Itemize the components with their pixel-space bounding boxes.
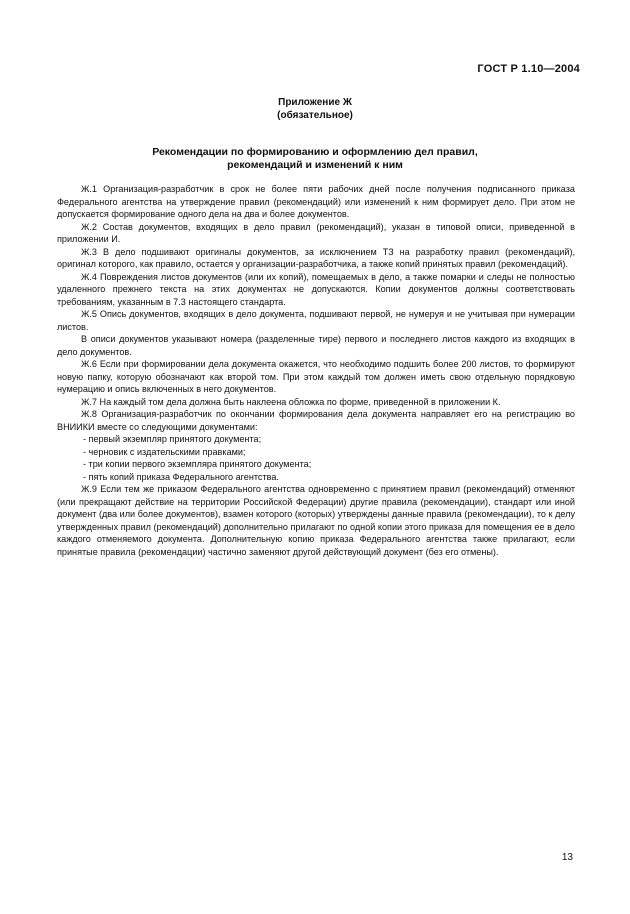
annex-status: (обязательное) bbox=[277, 110, 353, 121]
paragraph-zh2: Ж.2 Состав документов, входящих в дело правил (рекомендаций), указан в типовой описи, приведенной в приложении И. bbox=[57, 221, 575, 244]
section-title-line-1: Рекомендации по формированию и оформлению дел правил, bbox=[152, 146, 478, 158]
paragraph-zh4: Ж.4 Повреждения листов документов (или их копий), помещаемых в дело, а также помарки и следы не полностью удаленного прежнего текста на этих документах не допускаются. Копии документов должны соответствовать требованиям, указанным в 7.3 настоящего стандарта. bbox=[57, 271, 575, 307]
paragraph-zh5-continuation: В описи документов указывают номера (разделенные тире) первого и последнего листов каждого из входящих в дело документов. bbox=[57, 334, 575, 357]
paragraph-zh1: Ж.1 Организация-разработчик в срок не более пяти рабочих дней после получения подписанного приказа Федерального агентства на утверждение правил (рекомендаций) или изменений к ним формирует дело. При этом не допускается формирование одного дела на два и более документов. bbox=[57, 184, 575, 219]
document-body bbox=[57, 183, 575, 558]
paragraph-zh9: Ж.9 Если тем же приказом Федерального агентства одновременно с принятием правил (рекомендаций) отменяют (или прекращают действие на территории Российской Федерации) другие правила (рекомендации), стандарт или иной документ (два или более документов), взамен которого (которых) утверждены данные правила (рекомендации), то к делу утвержденных правил (рекомендаций) дополнительно прилагают по одной копии этого приказа для помещения ее в дело каждого отменяемого документа. Дополнительную копию приказа Федерального агентства также прилагают, если принятые правила (рекомендации) частично заменяют другой действующий документ (без его отмены). bbox=[57, 484, 575, 557]
list-item: - черновик с издательскими правками; bbox=[83, 446, 246, 457]
page-number: 13 bbox=[561, 852, 573, 863]
section-title-line-2: рекомендаций и изменений к ним bbox=[227, 159, 403, 171]
list-item: - пять копий приказа Федерального агентства. bbox=[83, 471, 279, 482]
annex-heading bbox=[0, 96, 630, 122]
paragraph-zh7: Ж.7 На каждый том дела должна быть наклеена обложка по форме, приведенной в приложении К. bbox=[81, 396, 501, 407]
list-item: - три копии первого экземпляра принятого документа; bbox=[83, 459, 312, 469]
list-item: - первый экземпляр принятого документа; bbox=[83, 434, 262, 444]
annex-name: Приложение Ж bbox=[278, 97, 352, 108]
paragraph-zh5: Ж.5 Опись документов, входящих в дело документа, подшивают первой, не нумеруя и не учитывая при нумерации листов. bbox=[57, 309, 575, 332]
paragraph-zh6: Ж.6 Если при формировании дела документа окажется, что необходимо подшить более 200 листов, то формируют новую папку, которую обозначают как второй том. При этом каждый том должен иметь свою отдельную порядковую нумерацию и опись включенных в него документов. bbox=[57, 359, 575, 394]
paragraph-zh3: Ж.3 В дело подшивают оригиналы документов, за исключением ТЗ на разработку правил (рекомендаций), оригинал которого, как правило, остается у организации-разработчика, а также копий принятых правил (рекомендаций). bbox=[57, 246, 575, 269]
section-title bbox=[0, 146, 630, 172]
paragraph-zh8: Ж.8 Организация-разработчик по окончании формирования дела документа направляет его на регистрацию во ВНИИКИ вместе со следующими документами: bbox=[57, 409, 575, 432]
document-header-id: ГОСТ Р 1.10—2004 bbox=[477, 63, 580, 75]
